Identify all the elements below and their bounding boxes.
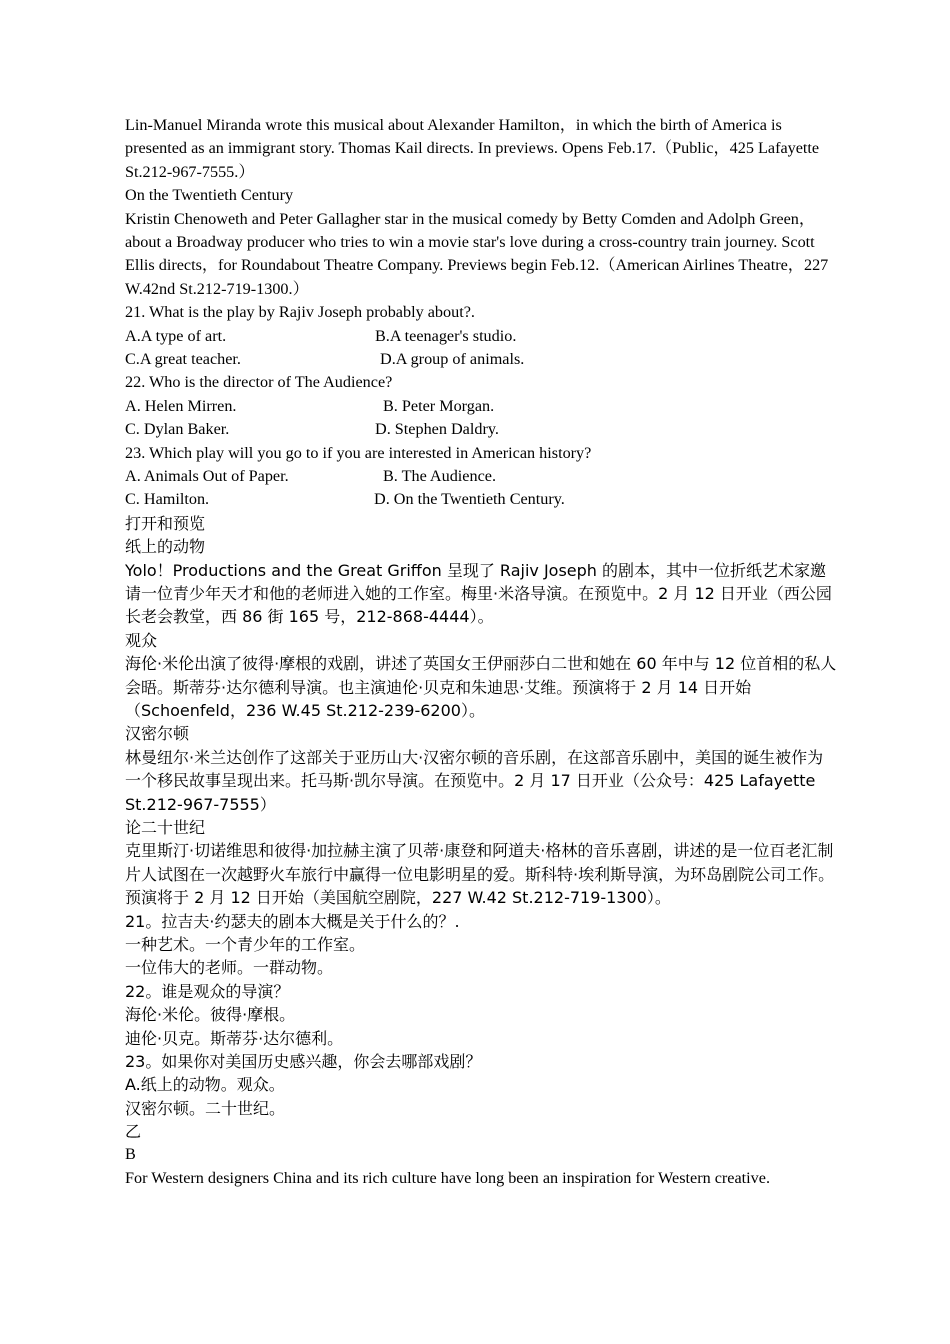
question-23-options-zh-1: A.纸上的动物。观众。 [125,1075,285,1095]
century-description-zh: 克里斯汀·切诺维思和彼得·加拉赫主演了贝蒂·康登和阿道夫·格林的音乐喜剧，讲述的是一位百老汇制片人试图在一次越野火车旅行中赢得一位电影明星的爱。斯科特·埃利斯导演，为环岛剧院公司工作。预演将于 2 月 12 日开始（美国航空剧院，227 W.42 St.212-719-1300）。 [125,841,835,908]
question-21-options-zh-2: 一位伟大的老师。一群动物。 [125,958,334,978]
section-b-label: B [125,1145,136,1164]
question-21-zh: 21。拉吉夫·约瑟夫的剧本大概是关于什么的？. [125,911,460,931]
option-21-c: C.A great teacher. [125,350,241,369]
question-23-options-row-1 [125,465,837,488]
question-21-en: 21. What is the play by Rajiv Joseph probably about?. [125,303,475,322]
section-b-intro: For Western designers China and its rich culture have long been an inspiration for Western creative. [125,1168,770,1187]
question-22-zh: 22。谁是观众的导演？ [125,981,290,1001]
animals-description-zh: Yolo！Productions and the Great Griffon 呈现了 Rajiv Joseph 的剧本，其中一位折纸艺术家邀请一位青少年天才和他的老师进入她的工作室。梅里·米洛导演。在预览中。2 月 12 日开业（西公园长老会教堂，西 86 街 165 号，212-868-4444）。 [125,560,832,627]
heading-zh: 打开和预览 [125,513,206,533]
option-21-d: D.A group of animals. [380,350,525,369]
hamilton-description-en: Lin-Manuel Miranda wrote this musical about Alexander Hamilton，in which the birth of America is presented as an immigrant story. Thomas Kail directs. In previews. Opens Feb.17.（Public，425 Lafayette St.212-967-7555.） [125,116,820,181]
option-23-c: C. Hamilton. [125,490,210,509]
option-22-d: D. Stephen Daldry. [375,420,499,439]
option-22-a: A. Helen Mirren. [125,396,237,415]
question-21-options-row-1 [125,325,837,348]
section-yi-zh: 乙 [125,1122,142,1142]
question-23-en: 23. Which play will you go to if you are interested in American history? [125,443,592,462]
document-page [125,114,837,1190]
option-23-b: B. The Audience. [383,466,496,485]
question-23-options-zh-2: 汉密尔顿。二十世纪。 [125,1098,286,1118]
option-22-b: B. Peter Morgan. [383,396,495,415]
option-21-b: B.A teenager's studio. [375,326,517,345]
century-title-en: On the Twentieth Century [125,186,294,205]
question-22-options-row-2 [125,418,837,441]
option-22-c: C. Dylan Baker. [125,420,230,439]
question-22-options-row-1 [125,395,837,418]
question-23-options-row-2 [125,488,837,511]
animals-title-zh: 纸上的动物 [125,537,206,557]
option-23-d: D. On the Twentieth Century. [374,490,565,509]
question-21-options-row-2 [125,348,837,371]
option-23-a: A. Animals Out of Paper. [125,466,289,485]
hamilton-description-zh: 林曼纽尔·米兰达创作了这部关于亚历山大·汉密尔顿的音乐剧，在这部音乐剧中，美国的诞生被作为一个移民故事呈现出来。托马斯·凯尔导演。在预览中。2 月 17 日开业（公众号：425 Lafayette St.212-967-7555） [125,747,824,814]
question-22-options-zh-2: 迪伦·贝克。斯蒂芬·达尔德利。 [125,1028,344,1048]
hamilton-title-zh: 汉密尔顿 [125,724,190,744]
option-21-a: A.A type of art. [125,326,227,345]
audience-title-zh: 观众 [125,630,158,650]
century-title-zh: 论二十世纪 [125,817,206,837]
audience-description-zh: 海伦·米伦出演了彼得·摩根的戏剧，讲述了英国女王伊丽莎白二世和她在 60 年中与 12 位首相的私人会晤。斯蒂芬·达尔德利导演。也主演迪伦·贝克和朱迪思·艾维。预演将于 2 月 14 日开始（Schoenfeld，236 W.45 St.212-239-6200）。 [125,654,837,720]
question-21-options-zh-1: 一种艺术。一个青少年的工作室。 [125,934,366,954]
century-description-en: Kristin Chenoweth and Peter Gallagher star in the musical comedy by Betty Comden and Adolph Green，about a Broadway producer who tries to win a movie star's love during a cross-country train journey. Scott Ellis directs，for Roundabout Theatre Company. Previews begin Feb.12.（American Airlines Theatre，227 W.42nd St.212-719-1300.） [125,209,829,298]
question-22-en: 22. Who is the director of The Audience? [125,373,393,392]
question-22-options-zh-1: 海伦·米伦。彼得·摩根。 [125,1005,296,1025]
question-23-zh: 23。如果你对美国历史感兴趣，你会去哪部戏剧？ [125,1051,482,1071]
